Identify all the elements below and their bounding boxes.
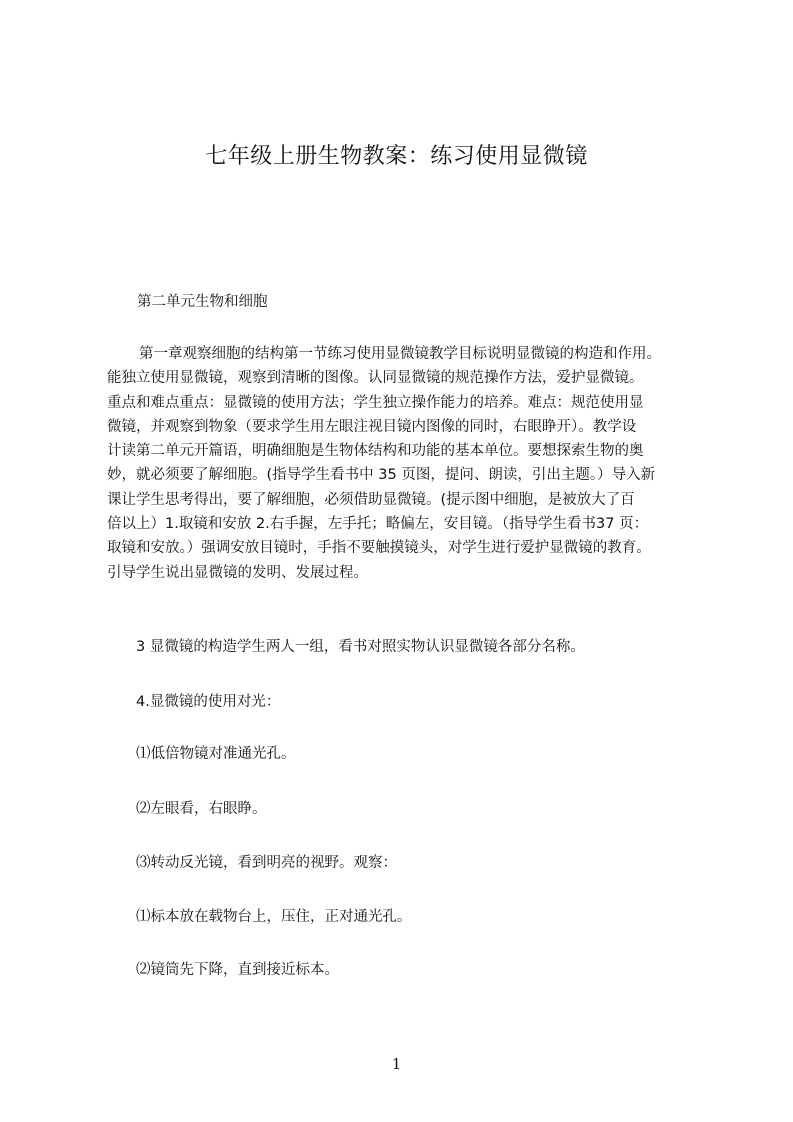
step-item: ⑵镜筒先下降，直到接近标本。 xyxy=(136,962,339,978)
step-item: ⑶转动反光镜，看到明亮的视野。观察： xyxy=(136,855,397,871)
paragraph-line: 妙，就必须要了解细胞。(指导学生看书中 35 页图，提问、朗读，引出主题。）导入新 xyxy=(107,467,656,484)
step-item: ⑴标本放在载物台上，压住，正对通光孔。 xyxy=(136,909,412,925)
paragraph-line: 第一章观察细胞的结构第一节练习使用显微镜教学目标说明显微镜的构造和作用。 xyxy=(139,346,661,362)
page-number: 1 xyxy=(391,1055,402,1073)
unit-heading: 第二单元生物和细胞 xyxy=(137,294,268,310)
paragraph-line: 课让学生思考得出，要了解细胞，必须借助显微镜。(提示图中细胞，是被放大了百 xyxy=(107,491,635,508)
paragraph-line: 倍以上）1.取镜和安放 2.右手握，左手托；略偏左，安目镜。（指导学生看书37 页： xyxy=(107,516,649,533)
paragraph-line: 能独立使用显微镜，观察到清晰的图像。认同显微镜的规范操作方法，爱护显微镜。 xyxy=(107,370,644,387)
section-3-text: 3 显微镜的构造学生两人一组，看书对照实物认识显微镜各部分名称。 xyxy=(136,639,585,655)
paragraph-line: 重点和难点重点：显微镜的使用方法；学生独立操作能力的培养。难点：规范使用显 xyxy=(107,394,644,411)
paragraph-line: 取镜和安放。）强调安放目镜时，手指不要触摸镜头，对学生进行爱护显微镜的教育。 xyxy=(107,540,651,557)
paragraph-line: 引导学生说出显微镜的发明、发展过程。 xyxy=(107,564,368,581)
document-title: 七年级上册生物教案：练习使用显微镜 xyxy=(205,144,588,169)
step-item: ⑵左眼看，右眼睁。 xyxy=(136,801,267,817)
main-paragraph xyxy=(107,342,661,585)
paragraph-line: 计读第二单元开篇语，明确细胞是生物体结构和功能的基本单位。要想探索生物的奥 xyxy=(107,443,644,460)
paragraph-line: 微镜，并观察到物象（要求学生用左眼注视目镜内图像的同时，右眼睁开）。教学设 xyxy=(107,418,637,435)
step-item: ⑴低倍物镜对准通光孔。 xyxy=(136,746,296,762)
section-4-heading: 4.显微镜的使用对光： xyxy=(136,694,281,710)
